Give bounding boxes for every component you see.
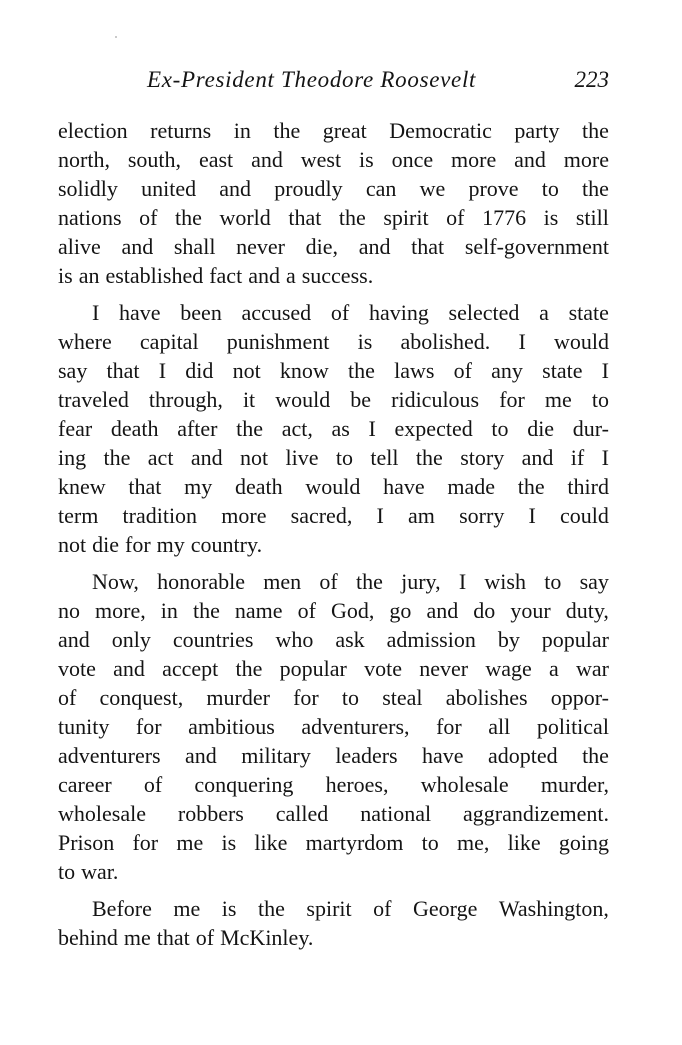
text-line: is an established fact and a success.	[58, 263, 374, 288]
paragraph	[58, 298, 609, 559]
text-line: north, south, east and west is once more and more	[58, 147, 609, 172]
text-line: say that I did not know the laws of any state I	[58, 358, 609, 383]
text-line: not die for my country.	[58, 532, 263, 557]
text-line: traveled through, it would be ridiculous for me to	[58, 387, 609, 412]
body-text	[58, 116, 609, 952]
book-page	[58, 62, 609, 960]
text-line: alive and shall never die, and that self-government	[58, 234, 609, 259]
text-line: where capital punishment is abolished. I would	[58, 329, 609, 354]
text-line: Before me is the spirit of George Washington,	[92, 896, 609, 921]
text-line: to war.	[58, 859, 119, 884]
text-line: I have been accused of having selected a state	[92, 300, 609, 325]
page-header	[58, 62, 609, 98]
text-line: nations of the world that the spirit of 1776 is still	[58, 205, 609, 230]
text-line: and only countries who ask admission by popular	[58, 627, 609, 652]
text-line: Prison for me is like martyrdom to me, like going	[58, 830, 609, 855]
text-line: ing the act and not live to tell the story and if I	[58, 445, 609, 470]
text-line: no more, in the name of God, go and do your duty,	[58, 598, 609, 623]
text-line: behind me that of McKinley.	[58, 925, 314, 950]
text-line: election returns in the great Democratic party the	[58, 118, 609, 143]
text-line: fear death after the act, as I expected to die dur-	[58, 416, 609, 441]
text-line: knew that my death would have made the third	[58, 474, 609, 499]
text-line: wholesale robbers called national aggrandizement.	[58, 801, 609, 826]
text-line: solidly united and proudly can we prove to the	[58, 176, 609, 201]
text-line: tunity for ambitious adventurers, for all political	[58, 714, 609, 739]
text-line: career of conquering heroes, wholesale murder,	[58, 772, 609, 797]
page-number: 223	[574, 67, 609, 92]
text-line: Now, honorable men of the jury, I wish to say	[92, 569, 609, 594]
text-line: term tradition more sacred, I am sorry I could	[58, 503, 609, 528]
text-line: vote and accept the popular vote never wage a war	[58, 656, 609, 681]
paragraph	[58, 567, 609, 886]
paragraph	[58, 116, 609, 290]
text-line: of conquest, murder for to steal abolishes oppor-	[58, 685, 609, 710]
paragraph	[58, 894, 609, 952]
running-title: Ex-President Theodore Roosevelt	[147, 67, 477, 92]
scan-speck	[115, 36, 117, 38]
text-line: adventurers and military leaders have adopted the	[58, 743, 609, 768]
